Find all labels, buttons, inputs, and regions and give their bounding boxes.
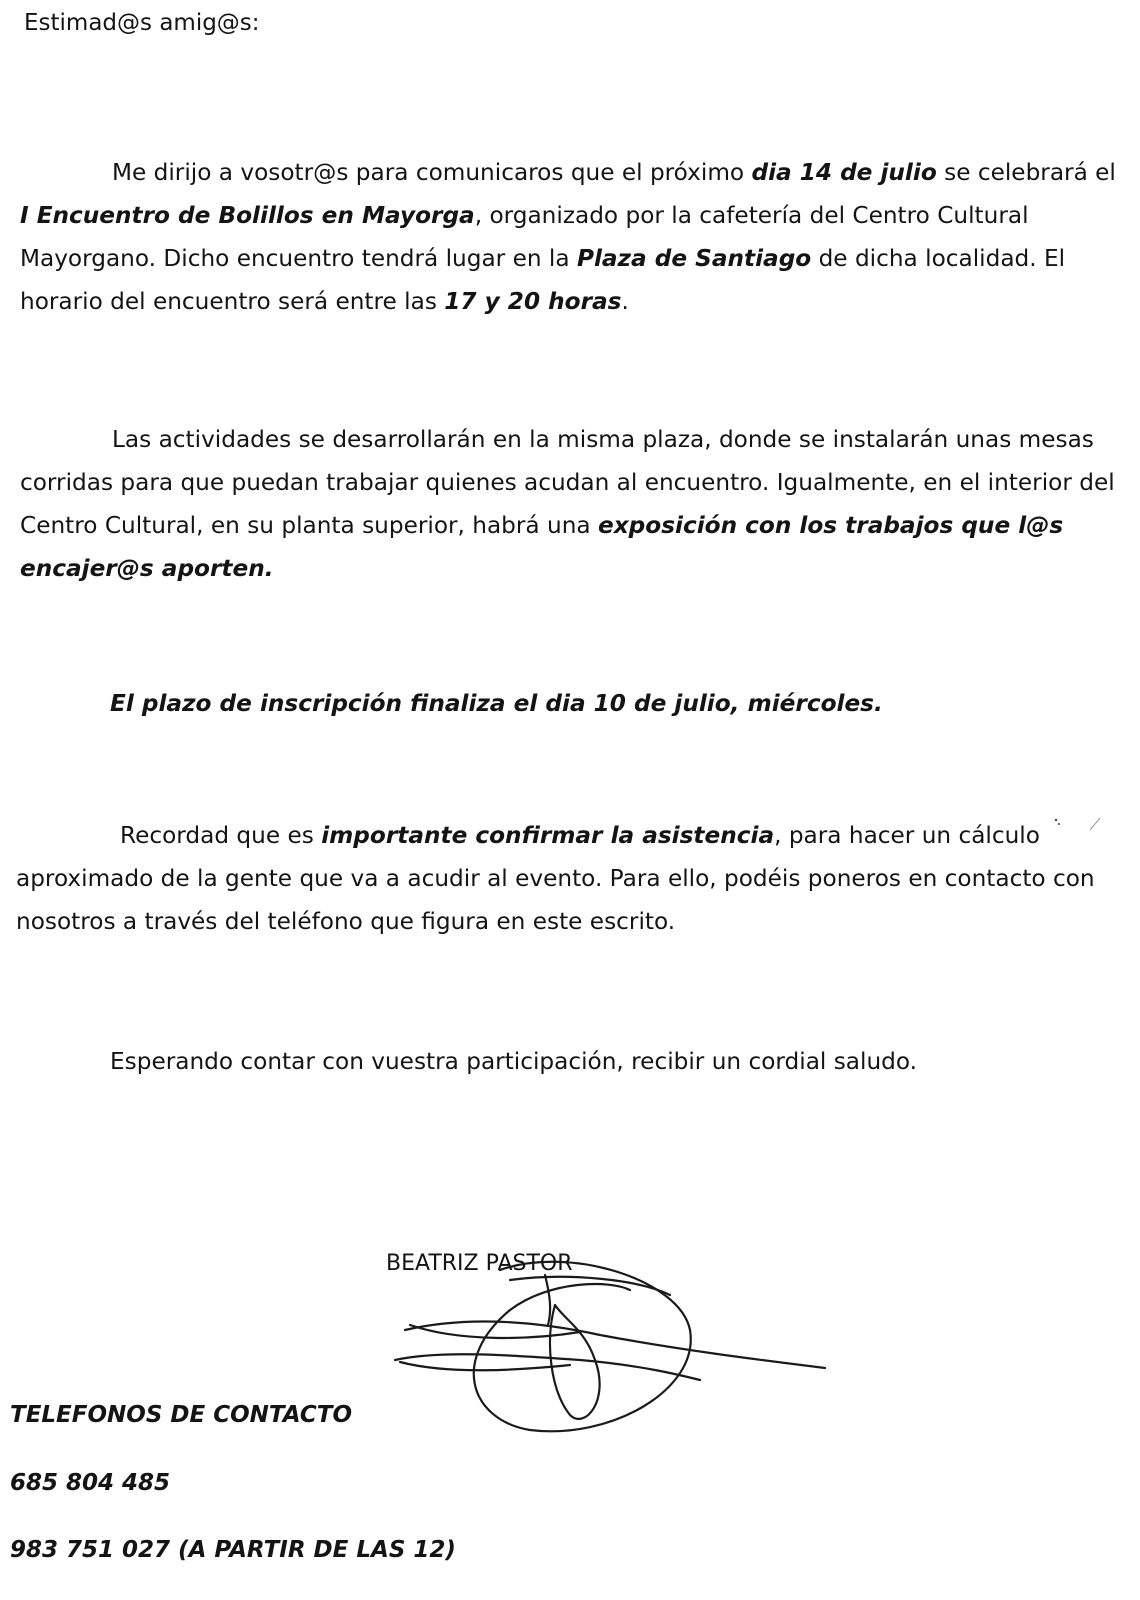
p2-text-a: Las actividades se desarrollarán en la misma plaza, donde se instalarán unas mesas corridas para que puedan trabajar quienes acudan al encuentro. Igualmente, en el interior del Centro Cultural, en su planta superior, habrá una bbox=[20, 426, 1115, 539]
phone-number-1: 685 804 485 bbox=[10, 1470, 171, 1496]
scan-speck-marks bbox=[1050, 812, 1110, 842]
exhibition-note: exposición con los trabajos que l@s encajer@s aporten. bbox=[20, 512, 1064, 582]
event-name: I Encuentro de Bolillos en Mayorga bbox=[20, 202, 475, 229]
signer-name: BEATRIZ PASTOR bbox=[386, 1251, 573, 1276]
p1-text-e: , organizado por la cafetería del Centro Cultural Mayorgano. Dicho encuentro tendrá lugar en la bbox=[20, 202, 1029, 272]
event-date: dia 14 de julio bbox=[751, 159, 937, 186]
paragraph-deadline: El plazo de inscripción finaliza el dia 10 de julio, miércoles. bbox=[110, 690, 883, 717]
confirm-attendance-note: importante confirmar la asistencia bbox=[321, 822, 775, 849]
paragraph-event-announcement bbox=[20, 151, 1120, 323]
event-location: Plaza de Santiago bbox=[576, 245, 812, 272]
p1-text-g: de dicha localidad. El horario del encuentro será entre las bbox=[20, 245, 1066, 315]
p4-text-c: , para hacer un cálculo aproximado de la gente que va a acudir al evento. Para ello, podéis poneros en contacto con nosotros a través del teléfono que figura en este escrito. bbox=[16, 822, 1095, 935]
phone-number-2: 983 751 027 (A PARTIR DE LAS 12) bbox=[10, 1537, 456, 1563]
paragraph-confirmation bbox=[16, 814, 1116, 943]
p1-text-c: se celebrará el bbox=[936, 159, 1116, 186]
paragraph-activities bbox=[20, 418, 1120, 590]
p1-text-i: . bbox=[621, 288, 629, 315]
signature-scribble bbox=[380, 1250, 840, 1480]
p1-text-a: Me dirijo a vosotr@s para comunicaros que el próximo bbox=[112, 159, 752, 186]
p4-text-a: Recordad que es bbox=[120, 822, 322, 849]
contact-title: TELEFONOS DE CONTACTO bbox=[10, 1402, 353, 1428]
greeting: Estimad@s amig@s: bbox=[24, 10, 260, 36]
event-hours: 17 y 20 horas bbox=[444, 288, 622, 315]
paragraph-closing: Esperando contar con vuestra participación, recibir un cordial saludo. bbox=[110, 1048, 918, 1075]
